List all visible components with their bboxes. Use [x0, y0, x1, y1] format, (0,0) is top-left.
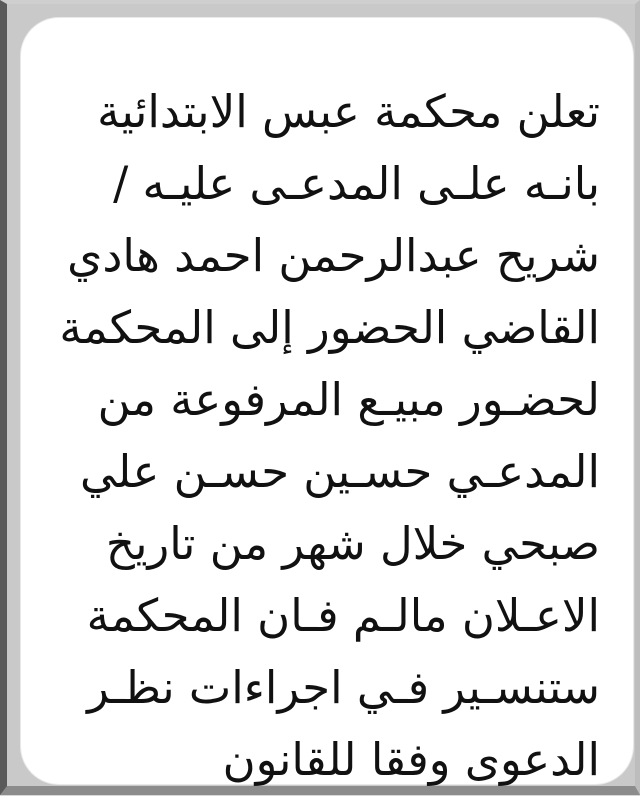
- notice-line-4: القاضي الحضور إلى المحكمة: [59, 301, 600, 354]
- notice-line-1: تعلن محكمة عبس الابتدائية: [97, 85, 600, 138]
- notice-line-10: الدعوى وفقا للقانون: [222, 733, 600, 786]
- court-notice-text: [40, 76, 600, 796]
- notice-line-2: بانـه علـى المدعـى عليـه /: [113, 157, 600, 210]
- notice-line-5: لحضـور مبيـع المرفوعة من: [97, 373, 600, 426]
- notice-line-6: المدعـي حسـين حسـن علي: [80, 445, 600, 498]
- notice-card: [21, 18, 633, 784]
- notice-line-3: شريح عبدالرحمن احمد هادي: [67, 229, 600, 282]
- notice-line-9: ستنسـير فـي اجراءات نظـر: [87, 661, 600, 714]
- notice-line-7: صبحي خلال شهر من تاريخ: [105, 517, 600, 570]
- notice-line-8: الاعـلان مالـم فـان المحكمة: [86, 589, 600, 642]
